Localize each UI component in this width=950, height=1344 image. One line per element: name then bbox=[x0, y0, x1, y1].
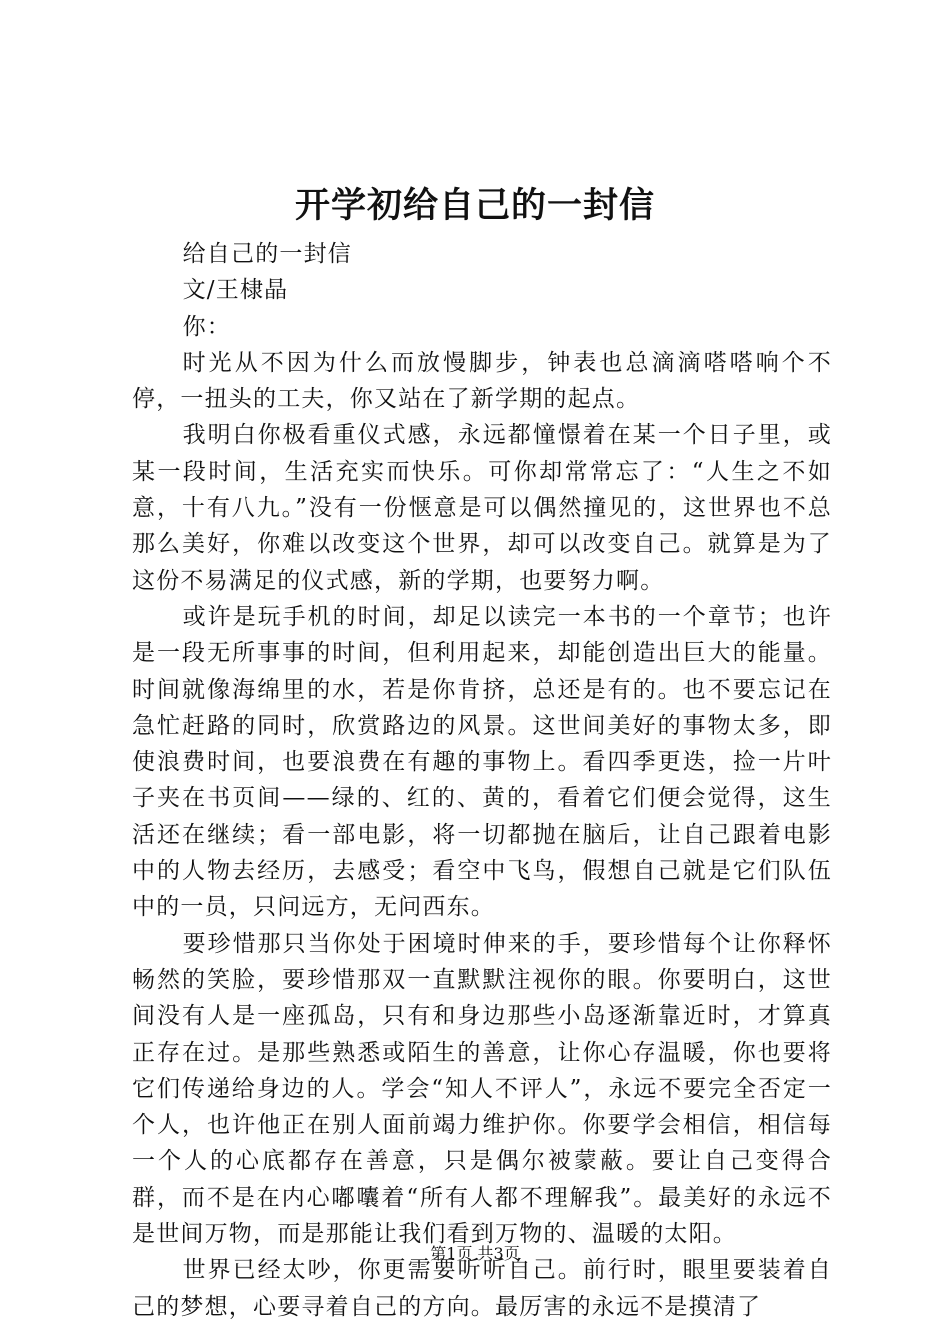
document-body bbox=[132, 236, 832, 1325]
document-title: 开学初给自己的一封信 bbox=[294, 185, 655, 226]
paragraph: 我明白你极看重仪式感，永远都憧憬着在某一个日子里，或某一段时间，生活充实而快乐。可你却常常忘了：“人生之不如意，十有八九。”没有一份惬意是可以偶然撞见的，这世界也不总那么美好，你难以改变这个世界，却可以改变自己。就算是为了这份不易满足的仪式感，新的学期，也要努力啊。 bbox=[132, 422, 832, 594]
paragraph: 世界已经太吵，你更需要听听自己。前行时，眼里要装着自己的梦想，心要寻着自己的方向。最厉害的永远不是摸清了 bbox=[132, 1257, 832, 1320]
paragraph: 要珍惜那只当你处于困境时伸来的手，要珍惜每个让你释怀畅然的笑脸，要珍惜那双一直默默注视你的眼。你要明白，这世间没有人是一座孤岛，只有和身边那些小岛逐渐靠近时，才算真正存在过。是那些熟悉或陌生的善意，让你心存温暖，你也要将它们传递给身边的人。学会“知人不评人”，永远不要完全否定一个人，也许他正在别人面前竭力维护你。你要学会相信，相信每一个人的心底都存在善意，只是偶尔被蒙蔽。要让自己变得合群，而不是在内心嘟囔着“所有人都不理解我”。最美好的永远不是世间万物，而是那能让我们看到万物的、温暖的太阳。 bbox=[132, 930, 832, 1248]
paragraph: 时光从不因为什么而放慢脚步，钟表也总滴滴嗒嗒响个不停，一扭头的工夫，你又站在了新学期的起点。 bbox=[132, 349, 832, 413]
paragraph-author: 文/王棣晶 bbox=[182, 277, 289, 304]
paragraph-letter-heading: 给自己的一封信 bbox=[182, 241, 352, 267]
paragraph: 或许是玩手机的时间，却足以读完一本书的一个章节；也许是一段无所事事的时间，但利用起来，却能创造出巨大的能量。时间就像海绵里的水，若是你肯挤，总还是有的。也不要忘记在急忙赶路的同时，欣赏路边的风景。这世间美好的事物太多，即使浪费时间，也要浪费在有趣的事物上。看四季更迭，捡一片叶子夹在书页间——绿的、红的、黄的，看着它们便会觉得，这生活还在继续；看一部电影，将一切都抛在脑后，让自己跟着电影中的人物去经历，去感受；看空中飞鸟，假想自己就是它们队伍中的一员，只问远方，无问西东。 bbox=[132, 603, 832, 921]
page-footer: 第1页 共3页 bbox=[430, 1244, 520, 1263]
paragraph-salutation: 你： bbox=[182, 313, 231, 340]
